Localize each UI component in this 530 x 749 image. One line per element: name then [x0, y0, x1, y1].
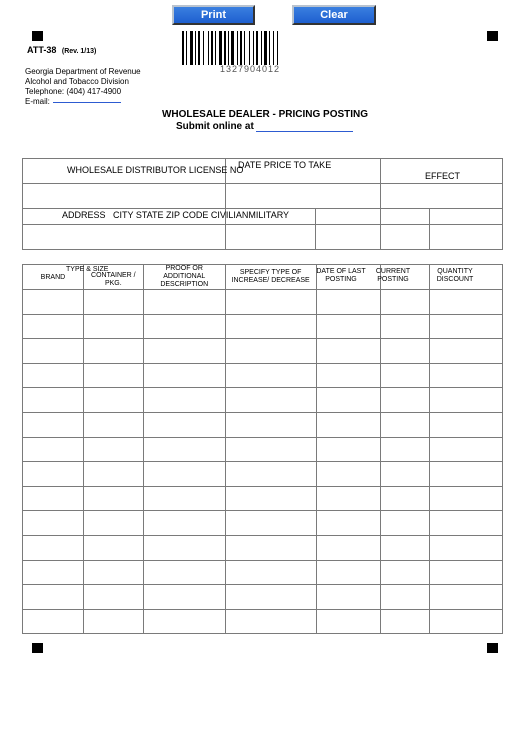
table-cell[interactable] — [83, 535, 143, 560]
specify-header: SPECIFY TYPE OF INCREASE/ DECREASE — [225, 265, 316, 290]
table-cell[interactable] — [316, 412, 381, 437]
table-cell[interactable] — [83, 462, 143, 487]
table-cell[interactable] — [83, 560, 143, 585]
barcode-bar — [249, 31, 250, 65]
barcode — [182, 31, 318, 65]
barcode-bar — [211, 31, 213, 65]
table-cell[interactable] — [316, 339, 381, 364]
table-cell[interactable] — [143, 290, 225, 315]
table-cell[interactable] — [430, 290, 503, 315]
pricing-table — [22, 264, 503, 634]
table-cell[interactable] — [225, 585, 316, 610]
barcode-bar — [215, 31, 216, 65]
table-cell[interactable] — [225, 363, 316, 388]
address-label: ADDRESS CITY STATE ZIP CODE CIVILIANMILITARY — [62, 210, 290, 220]
table-cell[interactable] — [83, 511, 143, 536]
table-cell[interactable] — [143, 609, 225, 634]
table-cell[interactable] — [225, 437, 316, 462]
table-cell[interactable] — [143, 314, 225, 339]
table-row — [23, 388, 503, 413]
registration-mark-bottom-right — [487, 643, 498, 653]
table-cell[interactable] — [430, 511, 503, 536]
table-cell[interactable] — [316, 585, 381, 610]
table-cell[interactable] — [83, 437, 143, 462]
barcode-bar — [195, 31, 196, 65]
table-cell[interactable] — [225, 609, 316, 634]
table-cell[interactable] — [143, 388, 225, 413]
table-row — [23, 462, 503, 487]
table-cell[interactable] — [23, 412, 84, 437]
barcode-bar — [186, 31, 187, 65]
current-posting-label: CURRENT POSTING — [375, 268, 411, 283]
table-cell[interactable] — [430, 462, 503, 487]
table-row — [23, 314, 503, 339]
table-cell[interactable] — [23, 290, 84, 315]
agency-info — [25, 67, 141, 107]
state-zip-input[interactable] — [316, 225, 381, 250]
city-input[interactable] — [225, 225, 316, 250]
table-cell[interactable] — [316, 462, 381, 487]
barcode-bar — [182, 31, 184, 65]
table-cell[interactable] — [316, 560, 381, 585]
table-cell[interactable] — [143, 412, 225, 437]
table-row — [23, 560, 503, 585]
table-cell[interactable] — [316, 535, 381, 560]
barcode-bar — [228, 31, 229, 65]
table-cell[interactable] — [430, 560, 503, 585]
barcode-bar — [240, 31, 242, 65]
table-cell[interactable] — [83, 314, 143, 339]
print-button[interactable]: Print — [172, 5, 255, 25]
barcode-bar — [273, 31, 274, 65]
barcode-bar — [203, 31, 204, 65]
table-cell[interactable] — [430, 585, 503, 610]
table-row — [23, 585, 503, 610]
table-cell[interactable] — [143, 437, 225, 462]
table-cell[interactable] — [316, 437, 381, 462]
table-row — [23, 535, 503, 560]
table-cell[interactable] — [225, 511, 316, 536]
table-cell[interactable] — [23, 314, 84, 339]
table-cell[interactable] — [225, 314, 316, 339]
division-name: Alcohol and Tobacco Division — [25, 77, 129, 86]
table-cell[interactable] — [143, 339, 225, 364]
table-cell[interactable] — [143, 462, 225, 487]
table-cell[interactable] — [430, 388, 503, 413]
address-label-cell-4 — [381, 209, 430, 225]
table-cell[interactable] — [143, 511, 225, 536]
table-cell[interactable] — [381, 339, 430, 364]
table-cell[interactable] — [381, 560, 430, 585]
table-cell[interactable] — [381, 462, 430, 487]
table-cell[interactable] — [23, 462, 84, 487]
barcode-bar — [256, 31, 258, 65]
table-cell[interactable] — [225, 412, 316, 437]
table-cell[interactable] — [381, 511, 430, 536]
table-row — [23, 486, 503, 511]
table-cell[interactable] — [143, 535, 225, 560]
barcode-bar — [208, 31, 209, 65]
table-cell[interactable] — [430, 486, 503, 511]
table-cell[interactable] — [143, 363, 225, 388]
brand-header: BRAND — [23, 265, 84, 290]
table-cell[interactable] — [381, 290, 430, 315]
table-cell[interactable] — [316, 314, 381, 339]
table-row — [23, 437, 503, 462]
military-input[interactable] — [430, 225, 503, 250]
table-cell[interactable] — [23, 437, 84, 462]
table-cell[interactable] — [143, 585, 225, 610]
proof-header: PROOF OR ADDITIONAL DESCRIPTION — [143, 265, 225, 290]
table-cell[interactable] — [381, 585, 430, 610]
table-cell[interactable] — [23, 511, 84, 536]
table-cell[interactable] — [316, 290, 381, 315]
page-title: WHOLESALE DEALER - PRICING POSTING — [161, 109, 369, 120]
table-row — [23, 339, 503, 364]
table-cell[interactable] — [83, 388, 143, 413]
table-cell[interactable] — [225, 290, 316, 315]
table-cell[interactable] — [430, 412, 503, 437]
license-no-label: WHOLESALE DISTRIBUTOR LICENSE NO — [67, 165, 244, 175]
table-cell[interactable] — [225, 339, 316, 364]
table-cell[interactable] — [23, 388, 84, 413]
table-cell[interactable] — [225, 560, 316, 585]
table-cell[interactable] — [23, 585, 84, 610]
form-number: ATT-38 — [27, 45, 57, 55]
registration-mark-top-right — [487, 31, 498, 41]
table-cell[interactable] — [143, 486, 225, 511]
table-cell[interactable] — [225, 462, 316, 487]
quantity-discount-label: QUANTITY DISCOUNT — [436, 268, 474, 283]
table-cell[interactable] — [430, 314, 503, 339]
address-input[interactable] — [23, 225, 226, 250]
table-cell[interactable] — [23, 535, 84, 560]
address-label-cell-3 — [316, 209, 381, 225]
table-cell[interactable] — [83, 609, 143, 634]
table-row — [23, 609, 503, 634]
table-cell[interactable] — [430, 339, 503, 364]
effect-input[interactable] — [381, 184, 503, 209]
table-cell[interactable] — [23, 609, 84, 634]
civilian-input[interactable] — [381, 225, 430, 250]
table-cell[interactable] — [430, 609, 503, 634]
submit-online-link[interactable] — [256, 131, 353, 132]
email-label: E-mail: — [25, 97, 50, 106]
barcode-bar — [261, 31, 262, 65]
table-cell[interactable] — [83, 290, 143, 315]
table-cell[interactable] — [225, 535, 316, 560]
type-size-header: TYPE & SIZE — [66, 266, 109, 273]
table-cell[interactable] — [381, 535, 430, 560]
registration-mark-top-left — [32, 31, 43, 41]
barcode-bar — [190, 31, 193, 65]
table-cell[interactable] — [83, 486, 143, 511]
barcode-bar — [269, 31, 270, 65]
table-cell[interactable] — [83, 412, 143, 437]
barcode-bar — [277, 31, 278, 65]
table-cell[interactable] — [381, 363, 430, 388]
table-cell[interactable] — [381, 412, 430, 437]
table-cell[interactable] — [381, 609, 430, 634]
effect-label: EFFECT — [425, 171, 460, 181]
table-cell[interactable] — [316, 486, 381, 511]
registration-mark-bottom-left — [32, 643, 43, 653]
clear-button[interactable]: Clear — [292, 5, 376, 25]
form-revision: (Rev. 1/13) — [61, 48, 97, 55]
table-cell[interactable] — [381, 486, 430, 511]
table-cell[interactable] — [83, 585, 143, 610]
telephone: Telephone: (404) 417-4900 — [25, 87, 122, 96]
date-price-label: DATE PRICE TO TAKE — [238, 160, 332, 170]
barcode-bar — [253, 31, 254, 65]
barcode-bar — [237, 31, 238, 65]
table-cell[interactable] — [143, 560, 225, 585]
license-no-input[interactable] — [23, 184, 226, 209]
table-cell[interactable] — [430, 363, 503, 388]
table-cell[interactable] — [23, 486, 84, 511]
table-cell[interactable] — [381, 437, 430, 462]
agency-name: Georgia Department of Revenue — [25, 67, 141, 76]
table-cell[interactable] — [430, 535, 503, 560]
table-cell[interactable] — [316, 511, 381, 536]
table-cell[interactable] — [316, 363, 381, 388]
table-cell[interactable] — [23, 339, 84, 364]
table-cell[interactable] — [430, 437, 503, 462]
barcode-bar — [244, 31, 245, 65]
container-header: CONTAINER / PKG. — [83, 265, 143, 290]
table-row — [23, 290, 503, 315]
barcode-bar — [219, 31, 222, 65]
table-row — [23, 363, 503, 388]
form-id — [27, 45, 96, 55]
barcode-bar — [224, 31, 226, 65]
date-input[interactable] — [225, 184, 381, 209]
barcode-number: 1327904012 — [219, 64, 281, 74]
table-cell[interactable] — [381, 388, 430, 413]
barcode-bar — [198, 31, 200, 65]
date-last-label: DATE OF LAST POSTING — [316, 268, 366, 283]
table-cell[interactable] — [316, 609, 381, 634]
table-cell[interactable] — [316, 388, 381, 413]
table-cell[interactable] — [381, 314, 430, 339]
email-field[interactable] — [53, 102, 121, 103]
table-cell[interactable] — [225, 388, 316, 413]
table-cell[interactable] — [23, 363, 84, 388]
table-row — [23, 412, 503, 437]
table-cell[interactable] — [83, 363, 143, 388]
table-cell[interactable] — [23, 560, 84, 585]
table-row — [23, 511, 503, 536]
barcode-bar — [264, 31, 267, 65]
table-cell[interactable] — [83, 339, 143, 364]
table-cell[interactable] — [225, 486, 316, 511]
subtitle: Submit online at — [176, 121, 254, 132]
address-label-cell-5 — [430, 209, 503, 225]
barcode-bar — [231, 31, 234, 65]
